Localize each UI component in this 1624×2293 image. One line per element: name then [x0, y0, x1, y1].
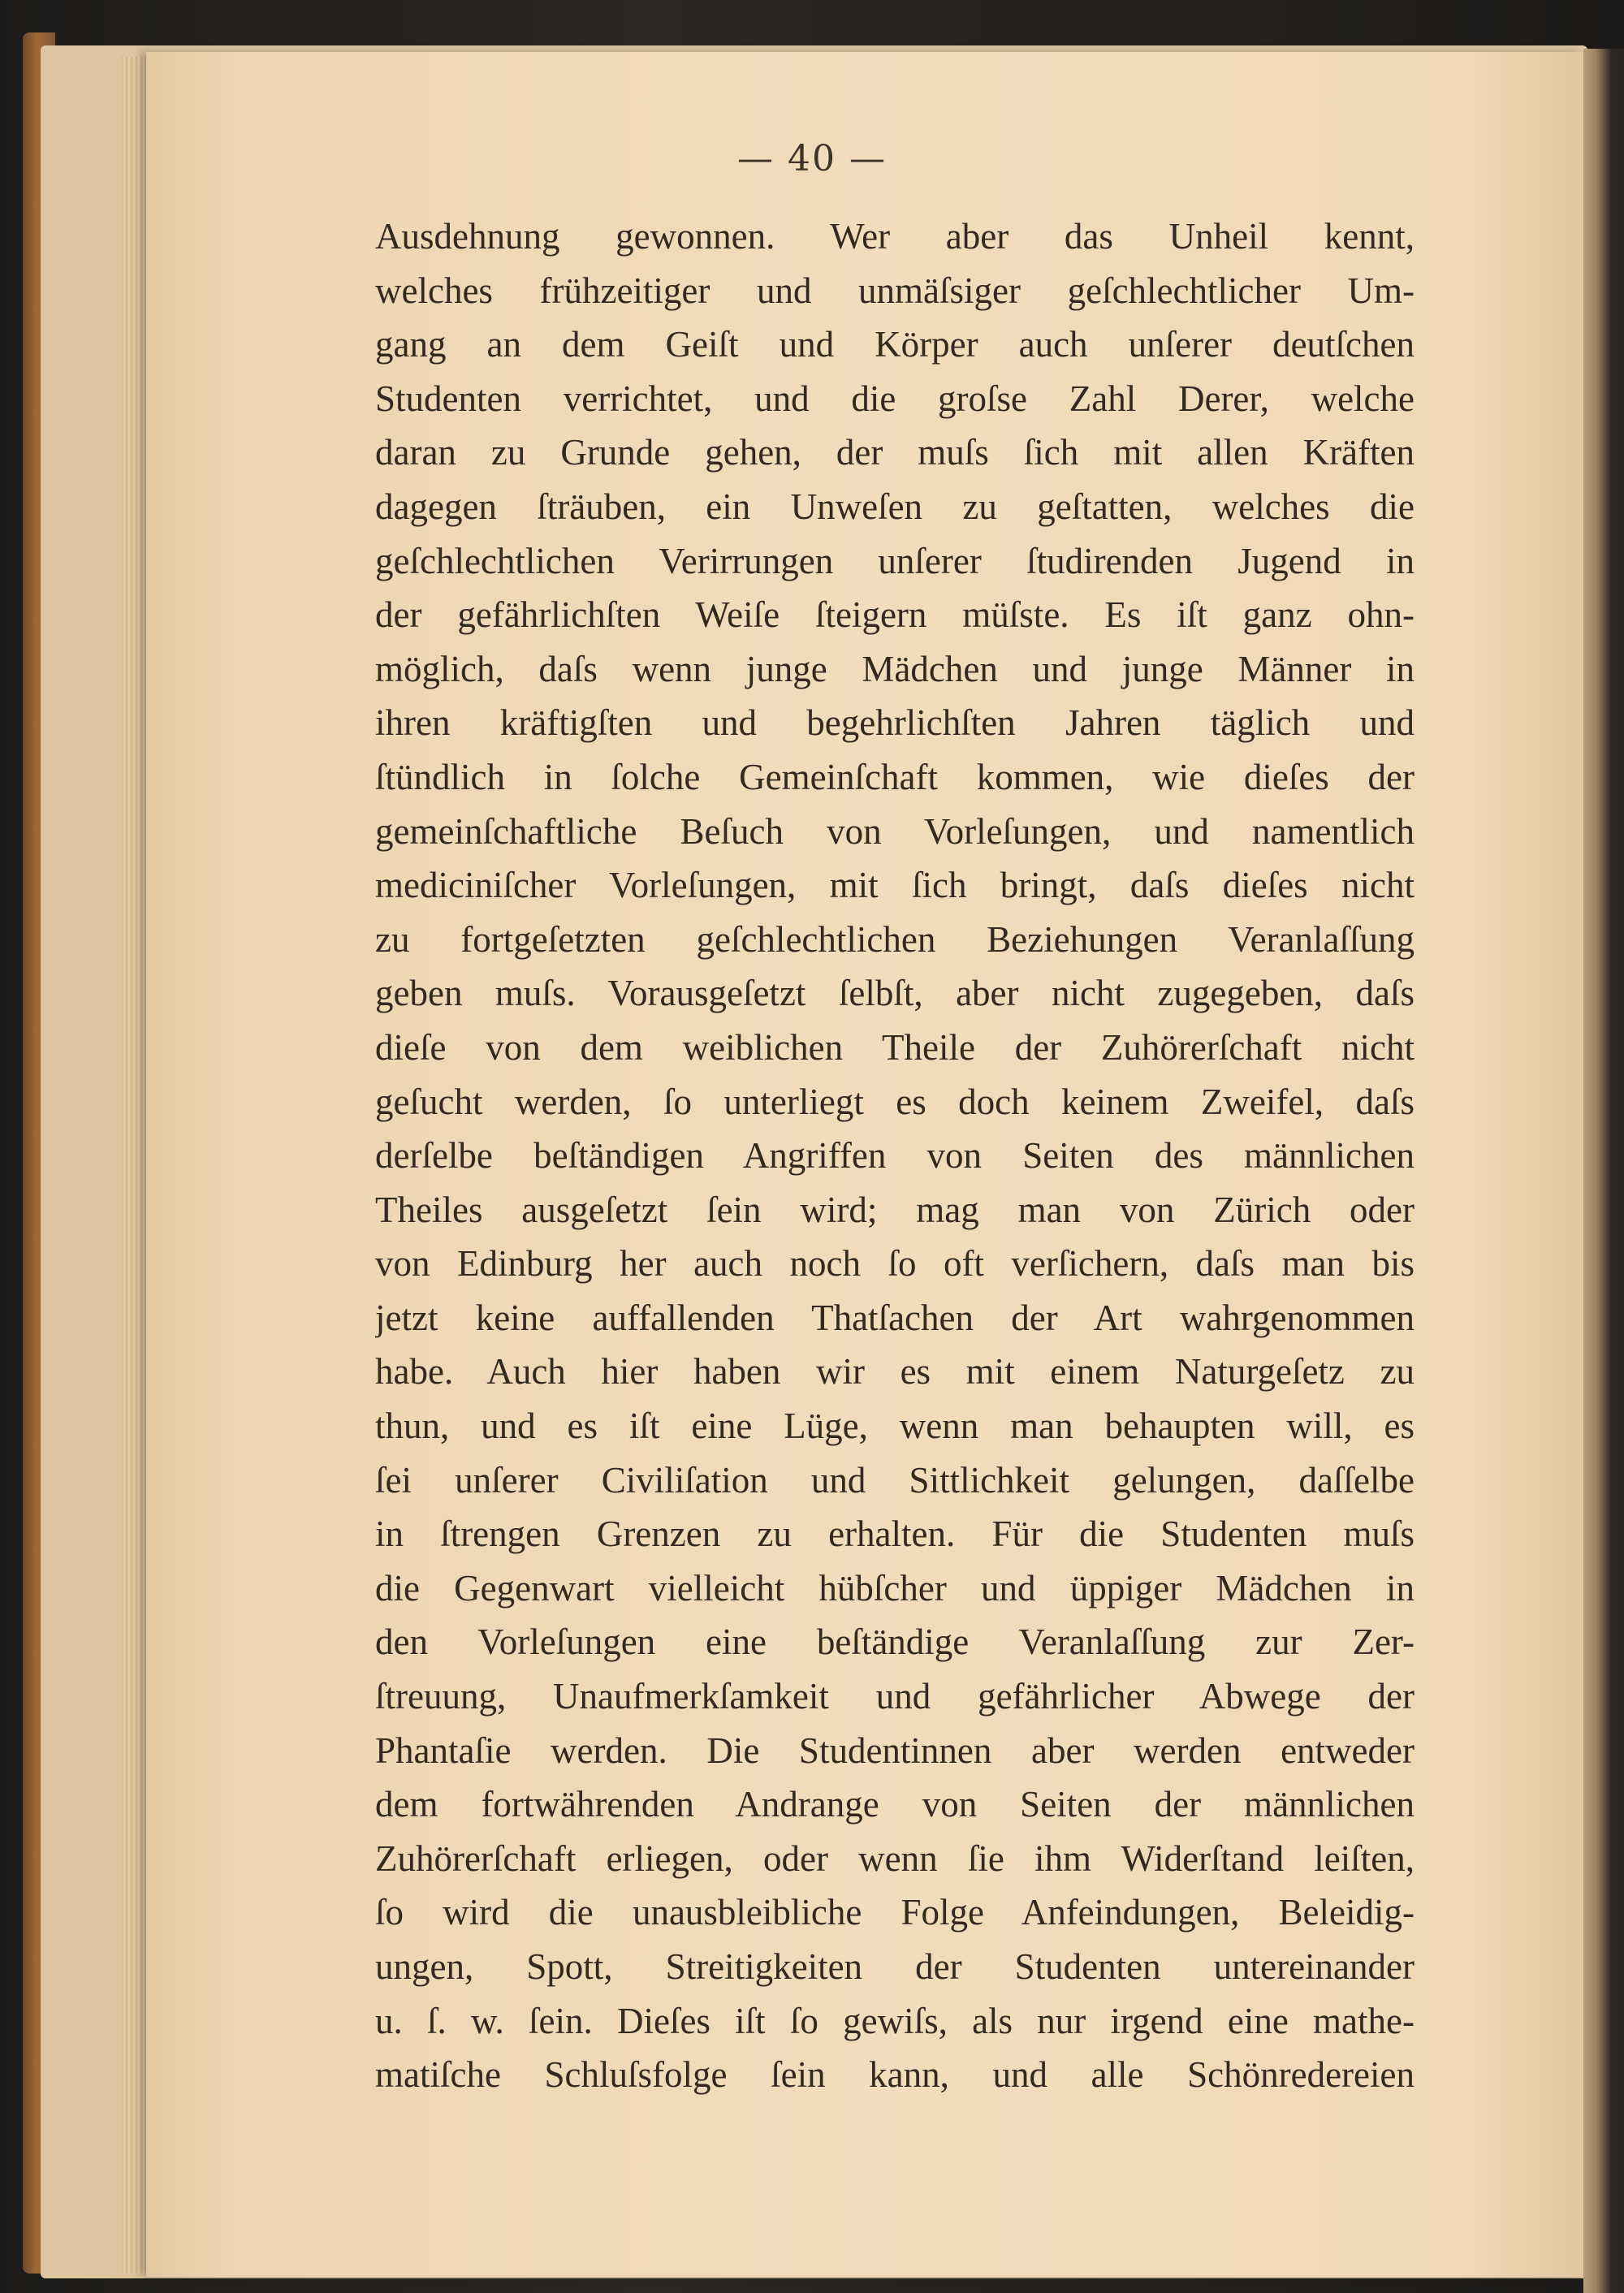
text-line: welches frühzeitiger und unmäſsiger geſchlechtlicher Um-	[375, 270, 1415, 311]
text-line: in ſtrengen Grenzen zu erhalten. Für die Studenten muſs	[375, 1514, 1415, 1555]
text-line: geben muſs. Vorausgeſetzt ſelbſt, aber nicht zugegeben, daſs	[375, 973, 1415, 1014]
text-line: ſtreuung, Unaufmerkſamkeit und gefährlicher Abwege der	[375, 1676, 1415, 1717]
text-line: Ausdehnung gewonnen. Wer aber das Unheil kennt,	[375, 216, 1415, 257]
text-line: mediciniſcher Vorleſungen, mit ſich bringt, daſs dieſes nicht	[375, 865, 1415, 906]
text-line: ſei unſerer Civiliſation und Sittlichkeit gelungen, daſſelbe	[375, 1459, 1415, 1501]
text-line: der gefährlichſten Weiſe ſteigern müſste. Es iſt ganz ohn-	[375, 594, 1415, 636]
text-line: Studenten verrichtet, und die groſse Zahl Derer, welche	[375, 378, 1415, 419]
text-line: Zuhörerſchaft erliegen, oder wenn ſie ihm Widerſtand leiſten,	[375, 1837, 1415, 1879]
text-line: geſchlechtlichen Verirrungen unſerer ſtudirenden Jugend in	[375, 540, 1415, 581]
text-line: dagegen ſträuben, ein Unweſen zu geſtatten, welches die	[375, 486, 1415, 527]
page-edges	[122, 57, 148, 2274]
text-line: ſo wird die unausbleibliche Folge Anfeindungen, Beleidig-	[375, 1892, 1415, 1933]
body-text	[375, 209, 1415, 2102]
text-line: habe. Auch hier haben wir es mit einem Naturgeſetz zu	[375, 1351, 1415, 1393]
text-line: ungen, Spott, Streitigkeiten der Studenten untereinander	[375, 1946, 1415, 1987]
next-page-edge	[1583, 49, 1624, 2293]
text-line: thun, und es iſt eine Lüge, wenn man behaupten will, es	[375, 1406, 1415, 1447]
text-line: dieſe von dem weiblichen Theile der Zuhörerſchaft nicht	[375, 1026, 1415, 1068]
text-line: geſucht werden, ſo unterliegt es doch keinem Zweifel, daſs	[375, 1081, 1415, 1122]
page-number: — 40 —	[737, 138, 887, 179]
text-line: zu fortgeſetzten geſchlechtlichen Beziehungen Veranlaſſung	[375, 918, 1415, 960]
text-line: daran zu Grunde gehen, der muſs ſich mit allen Kräften	[375, 432, 1415, 473]
text-line: möglich, daſs wenn junge Mädchen und junge Männer in	[375, 648, 1415, 689]
text-line: matiſche Schluſsfolge ſein kann, und alle Schönredereien	[375, 2054, 1415, 2096]
text-line: gang an dem Geiſt und Körper auch unſerer deutſchen	[375, 324, 1415, 365]
text-line: Theiles ausgeſetzt ſein wird; mag man von Zürich oder	[375, 1189, 1415, 1230]
text-line: derſelbe beſtändigen Angriffen von Seiten des männlichen	[375, 1135, 1415, 1177]
text-line: ihren kräftigſten und begehrlichſten Jahren täglich und	[375, 702, 1415, 744]
text-line: u. ſ. w. ſein. Dieſes iſt ſo gewiſs, als nur irgend eine mathe-	[375, 2000, 1415, 2041]
text-line: jetzt keine auffallenden Thatſachen der Art wahrgenommen	[375, 1297, 1415, 1338]
text-line: die Gegenwart vielleicht hübſcher und üppiger Mädchen in	[375, 1567, 1415, 1609]
text-line: Phantaſie werden. Die Studentinnen aber werden entweder	[375, 1729, 1415, 1771]
text-line: von Edinburg her auch noch ſo oft verſichern, daſs man bis	[375, 1243, 1415, 1285]
text-line: dem fortwährenden Andrange von Seiten der männlichen	[375, 1784, 1415, 1825]
text-line: ſtündlich in ſolche Gemeinſchaft kommen, wie dieſes der	[375, 756, 1415, 797]
text-line: gemeinſchaftliche Beſuch von Vorleſungen, und namentlich	[375, 810, 1415, 852]
text-line: den Vorleſungen eine beſtändige Veranlaſſung zur Zer-	[375, 1622, 1415, 1663]
